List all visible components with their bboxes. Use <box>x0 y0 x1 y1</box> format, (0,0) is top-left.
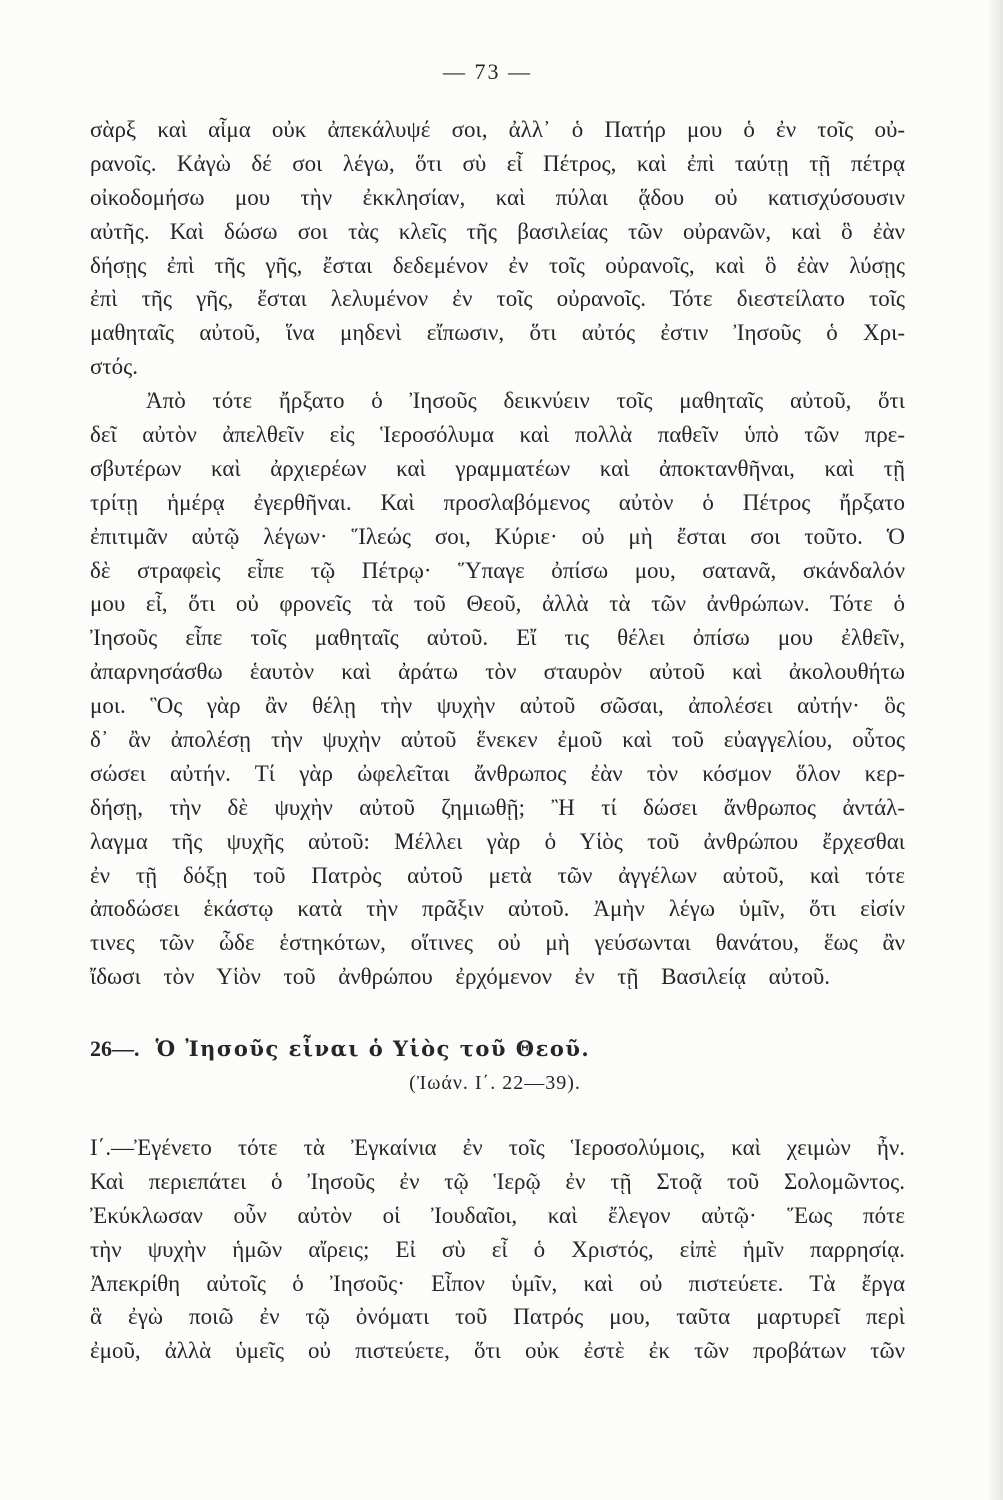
text-line: ἴδωσι τὸν Υἱὸν τοῦ ἀνθρώπου ἐρχόμενον ἐν τῇ Βασιλείᾳ αὐτοῦ. <box>90 964 830 990</box>
text-line: στός. <box>90 354 138 380</box>
text-line: Καὶ περιεπάτει ὁ Ἰησοῦς ἐν τῷ Ἱερῷ ἐν τῇ Στοᾷ τοῦ Σολομῶντος. <box>90 1168 905 1194</box>
text-line: δ᾽ ἂν ἀπολέσῃ τὴν ψυχὴν αὐτοῦ ἕνεκεν ἐμοῦ καὶ τοῦ εὐαγγελίου, οὗτος <box>90 727 905 753</box>
text-line: ἀπαρνησάσθω ἑαυτὸν καὶ ἀράτω τὸν σταυρὸν αὐτοῦ καὶ ἀκολουθήτω <box>90 659 905 685</box>
text-line: λαγμα τῆς ψυχῆς αὐτοῦ: Μέλλει γὰρ ὁ Υἱὸς τοῦ ἀνθρώπου ἔρχεσθαι <box>90 828 905 854</box>
page-number: — 73 — <box>443 59 532 84</box>
text-line: μοι. Ὃς γὰρ ἂν θέλῃ τὴν ψυχὴν αὐτοῦ σῶσαι, ἀπολέσει αὐτήν· ὃς <box>90 693 905 719</box>
text-line: Ἐκύκλωσαν οὖν αὐτὸν οἱ Ἰουδαῖοι, καὶ ἔλεγον αὐτῷ· Ἕως πότε <box>90 1202 905 1228</box>
text-line: δήσῃ, τὴν δὲ ψυχὴν αὐτοῦ ζημιωθῇ; Ἢ τί δώσει ἄνθρωπος ἀντάλ- <box>90 794 905 820</box>
text-line: δήσῃς ἐπὶ τῆς γῆς, ἔσται δεδεμένον ἐν τοῖς οὐρανοῖς, καὶ ὃ ἐὰν λύσῃς <box>90 252 905 278</box>
text-line: Ἀπεκρίθη αὐτοῖς ὁ Ἰησοῦς· Εἶπον ὑμῖν, καὶ οὐ πιστεύετε. Τὰ ἔργα <box>90 1270 905 1296</box>
text-line: σώσει αὐτήν. Τί γὰρ ὠφελεῖται ἄνθρωπος ἐὰν τὸν κόσμον ὅλον κερ- <box>90 760 905 786</box>
text-line: ἐν τῇ δόξῃ τοῦ Πατρὸς αὐτοῦ μετὰ τῶν ἀγγέλων αὐτοῦ, καὶ τότε <box>90 862 905 888</box>
page-edge-shadow <box>987 0 1003 1500</box>
text-line: ἐμοῦ, ἀλλὰ ὑμεῖς οὐ πιστεύετε, ὅτι οὐκ ἐστὲ ἐκ τῶν προβάτων τῶν <box>90 1338 905 1364</box>
paragraph <box>90 1131 905 1368</box>
text-line: οἰκοδομήσω μου τὴν ἐκκλησίαν, καὶ πύλαι ᾅδου οὐ κατισχύσουσιν <box>90 184 905 210</box>
text-line: σὰρξ καὶ αἷμα οὐκ ἀπεκάλυψέ σοι, ἀλλ᾽ ὁ Πατήρ μου ὁ ἐν τοῖς οὐ- <box>90 117 905 142</box>
section-number: 26—. <box>90 1036 140 1061</box>
text-line: Ι΄.—Ἐγένετο τότε τὰ Ἐγκαίνια ἐν τοῖς Ἱεροσολύμοις, καὶ χειμὼν ἦν. <box>90 1135 905 1160</box>
chapter-continuation-text <box>90 113 905 994</box>
scripture-reference: (Ἰωάν. Ι΄. 22—39). <box>409 1072 581 1094</box>
paragraph <box>90 384 905 994</box>
text-line: δὲ στραφεὶς εἶπε τῷ Πέτρῳ· Ὕπαγε ὀπίσω μου, σατανᾶ, σκάνδαλόν <box>90 557 905 583</box>
paragraph <box>90 113 905 384</box>
text-line: τὴν ψυχὴν ἡμῶν αἴρεις; Εἰ σὺ εἶ ὁ Χριστός, εἰπὲ ἡμῖν παρρησίᾳ. <box>90 1236 905 1262</box>
section-text <box>90 1131 905 1368</box>
text-line: τινες τῶν ὧδε ἑστηκότων, οἵτινες οὐ μὴ γεύσωνται θανάτου, ἕως ἂν <box>90 930 905 956</box>
text-line: δεῖ αὐτὸν ἀπελθεῖν εἰς Ἱεροσόλυμα καὶ πολλὰ παθεῖν ὑπὸ τῶν πρε- <box>90 422 905 448</box>
text-line: σβυτέρων καὶ ἀρχιερέων καὶ γραμματέων καὶ ἀποκτανθῆναι, καὶ τῇ <box>90 455 905 481</box>
text-line: Ἰησοῦς εἶπε τοῖς μαθηταῖς αὐτοῦ. Εἴ τις θέλει ὀπίσω μου ἐλθεῖν, <box>90 625 905 651</box>
text-line: μαθηταῖς αὐτοῦ, ἵνα μηδενὶ εἴπωσιν, ὅτι αὐτός ἐστιν Ἰησοῦς ὁ Χρι- <box>90 320 905 346</box>
text-line: μου εἶ, ὅτι οὐ φρονεῖς τὰ τοῦ Θεοῦ, ἀλλὰ τὰ τῶν ἀνθρώπων. Τότε ὁ <box>90 591 905 617</box>
text-line: ρανοῖς. Κἀγὼ δέ σοι λέγω, ὅτι σὺ εἶ Πέτρος, καὶ ἐπὶ ταύτῃ τῇ πέτρᾳ <box>90 150 905 176</box>
text-line: αὐτῆς. Καὶ δώσω σοι τὰς κλεῖς τῆς βασιλείας τῶν οὐρανῶν, καὶ ὃ ἐὰν <box>90 218 905 244</box>
section-title: Ὁ Ἰησοῦς εἶναι ὁ Υἱὸς τοῦ Θεοῦ. <box>155 1036 591 1061</box>
text-line: τρίτῃ ἡμέρᾳ ἐγερθῆναι. Καὶ προσλαβόμενος αὐτὸν ὁ Πέτρος ἤρξατο <box>90 489 905 515</box>
text-line: ἀποδώσει ἑκάστῳ κατὰ τὴν πρᾶξιν αὐτοῦ. Ἀμὴν λέγω ὑμῖν, ὅτι εἰσίν <box>90 896 905 922</box>
text-line: ἐπὶ τῆς γῆς, ἔσται λελυμένον ἐν τοῖς οὐρανοῖς. Τότε διεστείλατο τοῖς <box>90 286 905 312</box>
section-heading <box>90 1032 905 1066</box>
text-line: Ἀπὸ τότε ἤρξατο ὁ Ἰησοῦς δεικνύειν τοῖς μαθηταῖς αὐτοῦ, ὅτι <box>146 388 905 414</box>
text-line: ἐπιτιμᾶν αὐτῷ λέγων· Ἵλεώς σοι, Κύριε· οὐ μὴ ἔσται σοι τοῦτο. Ὁ <box>90 523 905 549</box>
text-line: ἃ ἐγὼ ποιῶ ἐν τῷ ὀνόματι τοῦ Πατρός μου, ταῦτα μαρτυρεῖ περὶ <box>90 1304 905 1330</box>
